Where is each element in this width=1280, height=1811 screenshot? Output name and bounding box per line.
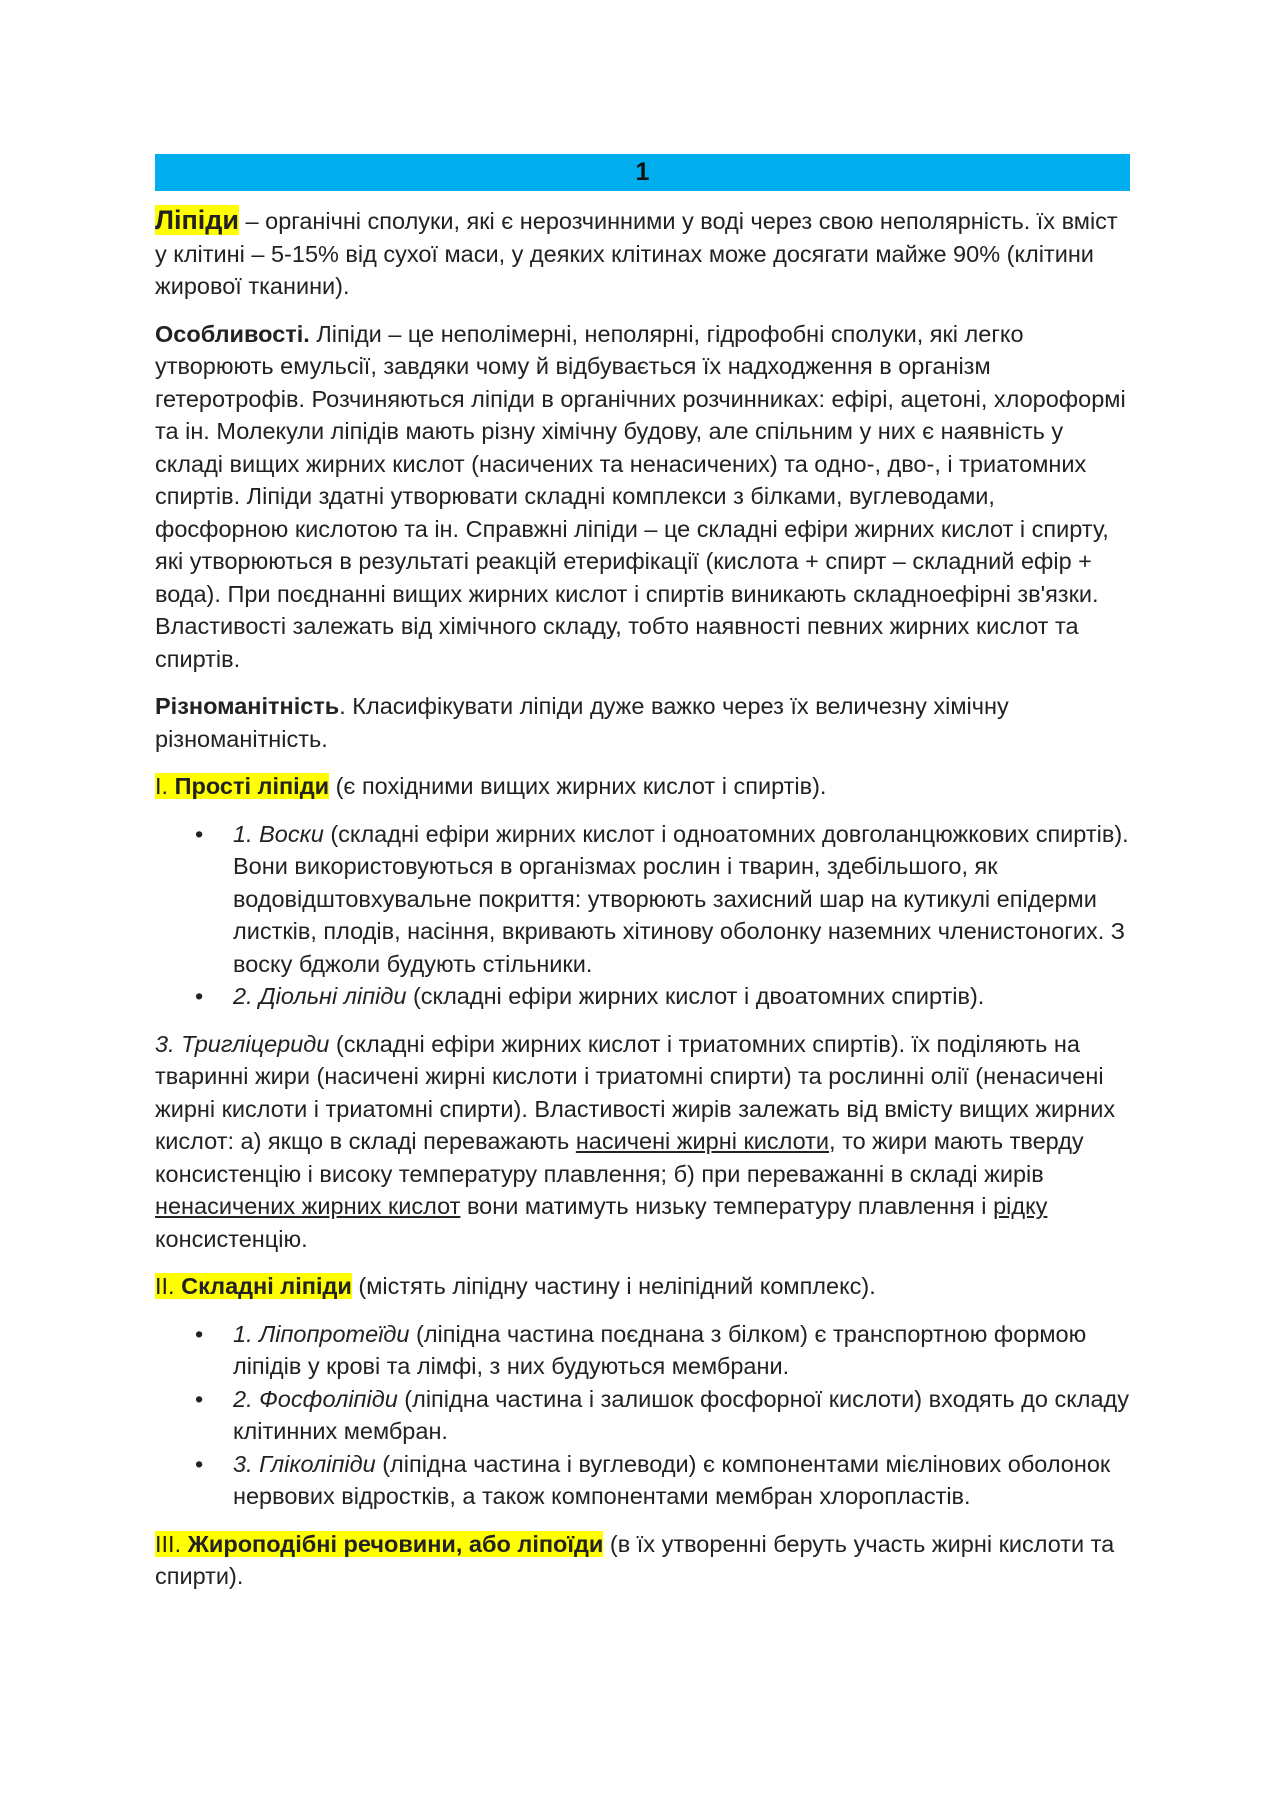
page-number-banner: [155, 154, 1130, 191]
triglycerides-name: 3. Тригліцериди: [155, 1030, 330, 1057]
simple-lipids-list: [155, 818, 1130, 1013]
section-description: (містять ліпідну частину і неліпідний комплекс).: [351, 1273, 876, 1299]
bullet: •: [195, 1320, 204, 1347]
item-name: 2. Діольні ліпіди: [233, 983, 407, 1009]
diversity-label: Різноманітність: [155, 693, 340, 719]
bullet: •: [195, 820, 204, 847]
section-heading-simple-lipids: [155, 770, 1130, 803]
item-name: 2. Фосфоліпіди: [233, 1385, 398, 1412]
page-number: 1: [635, 158, 650, 186]
features-paragraph: [155, 318, 1130, 676]
item-text: (ліпідна частина і вуглеводи) є компонентами мієлінових оболонок нервових відростків, а також компонентами мембран хлоропластів.: [233, 1450, 1111, 1509]
triglycerides-text: консистенцію.: [155, 1225, 308, 1252]
item-text: (ліпідна частина і залишок фосфорної кислоти) входять до складу клітинних мембран.: [233, 1385, 1129, 1444]
intro-text: – органічні сполуки, які є нерозчинними у воді через свою неполярність. їх вміст у клітині – 5-15% від сухої маси, у деяких клітинах може досягати майже 90% (клітини жирової тканини).: [155, 208, 1118, 299]
intro-paragraph: [155, 204, 1130, 303]
complex-lipids-list: [155, 1318, 1130, 1513]
section-numeral: II.: [155, 1273, 182, 1299]
bullet: •: [195, 1450, 204, 1477]
features-text: Ліпіди – це неполімерні, неполярні, гідрофобні сполуки, які легко утворюють емульсії, завдяки чому й відбувається їх надходження в організм гетеротрофів. Розчиняються ліпіди в органічних розчинниках: ефірі, ацетоні, хлороформі та ін. Молекули ліпідів мають різну хімічну будову, але спільним у них є наявність у складі вищих жирних кислот (насичених та ненасичених) та одно-, дво-, і триатомних спиртів. Ліпіди здатні утворювати складні комплекси з білками, вуглеводами, фосфорною кислотою та ін. Справжні ліпіди – це складні ефіри жирних кислот і спирту, які утворюються в результаті реакцій етерифікації (кислота + спирт – складний ефір + вода). При поєднанні вищих жирних кислот і спиртів виникають складноефірні зв'язки. Властивості залежать від хімічного складу, тобто наявності певних жирних кислот та спиртів.: [155, 320, 1126, 672]
underlined-term: насичені жирні кислоти: [575, 1128, 830, 1154]
section-title: Жироподібні речовини, або ліпоїди: [187, 1530, 604, 1557]
section-description: (в їх утворенні беруть участь жирні кислоти та спирти).: [155, 1530, 1115, 1589]
term-lipids: Ліпіди: [155, 205, 239, 235]
diversity-text: . Класифікувати ліпіди дуже важко через їх величезну хімічну різноманітність.: [155, 693, 1009, 752]
item-text: (складні ефіри жирних кислот і двоатомних спиртів).: [406, 983, 985, 1009]
section-description: (є похідними вищих жирних кислот і спиртів).: [329, 773, 827, 799]
section-numeral: I.: [155, 773, 175, 799]
item-text: (ліпідна частина поєднана з білком) є транспортною формою ліпідів у крові та лімфі, з них будуються мембрани.: [233, 1320, 1087, 1379]
section-numeral: III.: [155, 1530, 188, 1557]
section-title: Прості ліпіди: [174, 773, 330, 799]
list-item: [155, 818, 1130, 981]
features-label: Особливості.: [155, 320, 310, 347]
bullet: •: [195, 983, 204, 1009]
diversity-paragraph: [155, 690, 1130, 755]
list-item: [155, 980, 1130, 1013]
triglycerides-text: (складні ефіри жирних кислот і триатомних спиртів). їх поділяють на тваринні жири (насичені жирні кислоти і триатомні спирти) та рослинні олії (ненасичені жирні кислоти і триатомні спирти). Властивості жирів залежать від вмісту вищих жирних кислот: а) якщо в складі переважають: [155, 1030, 1116, 1154]
list-item: [155, 1448, 1130, 1513]
item-name: 3. Гліколіпіди: [233, 1450, 376, 1477]
list-item: [155, 1383, 1130, 1448]
item-name: 1. Воски: [233, 820, 324, 847]
underlined-term: ненасичених жирних кислот: [155, 1193, 461, 1219]
triglycerides-text: вони матимуть низьку температуру плавлення і: [460, 1193, 994, 1219]
list-item: [155, 1318, 1130, 1383]
section-title: Складні ліпіди: [181, 1273, 352, 1299]
bullet: •: [195, 1385, 204, 1412]
document-page: [155, 154, 1130, 1608]
section-heading-complex-lipids: [155, 1270, 1130, 1303]
triglycerides-paragraph: [155, 1028, 1130, 1256]
underlined-term: рідку: [993, 1193, 1048, 1219]
item-name: 1. Ліпопротеїди: [233, 1320, 410, 1347]
section-heading-lipoids: [155, 1528, 1130, 1593]
triglycerides-text: , то жири мають тверду консистенцію і високу температуру плавлення; б) при переважанні в складі жирів: [155, 1128, 1084, 1187]
item-text: (складні ефіри жирних кислот і одноатомних довголанцюжкових спиртів). Вони використовуються в організмах рослин і тварин, здебільшого, як водовідштовхувальне покриття: утворюють захисний шар на кутикулі епідерми листків, плодів, насіння, вкривають хітинову оболонку наземних членистоногих. З воску бджоли будують стільники.: [233, 820, 1129, 977]
